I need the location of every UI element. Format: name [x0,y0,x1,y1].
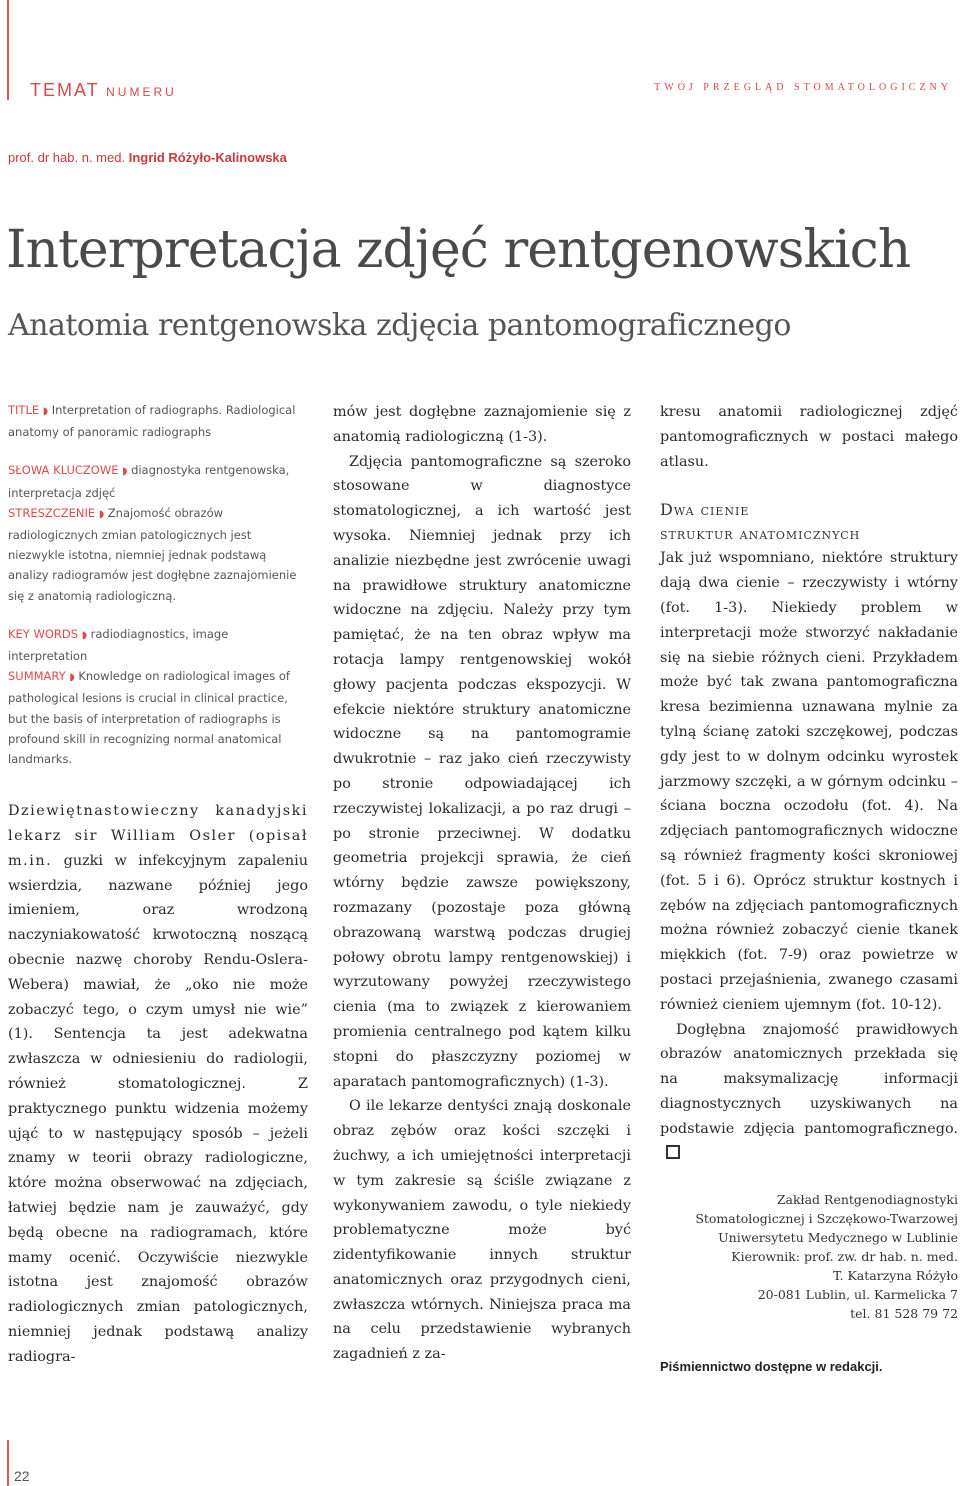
abstract-pl-block [8,460,308,605]
summary-en-label: SUMMARY [8,669,66,684]
keywords-pl-text: diagnostyka rentgenowska, interpretacja zdjęć [8,463,290,500]
summary-pl-text: Znajomość obrazów radiologicznych zmian patologicznych jest niezwykle istotna, niemniej jednak podstawą analizy radiogramów jest dogłębne zaznajomienie się z anatomią radiologiczną. [8,505,297,603]
section-heading [660,498,958,546]
arrow-right-icon: ◗ [69,672,75,684]
affiliation-line: Uniwersytetu Medycznego w Lublinie [718,1230,958,1246]
abstract-en-block [8,624,308,769]
heading-line-2: struktur anatomicznych [660,524,861,544]
article-subtitle: Anatomia rentgenowska zdjęcia pantomograficznego [8,308,791,343]
summary-pl-label: STRESZCZENIE [8,505,96,520]
keywords-en-text: radiodiagnostics, image interpretation [8,626,229,664]
affiliation-line: T. Katarzyna Różyło [833,1268,958,1284]
affiliation-line: Stomatologicznej i Szczękowo-Twarzowej [695,1211,958,1227]
author-line [8,150,287,165]
author-name: Ingrid Różyło-Kalinowska [128,150,287,165]
title-label: TITLE [8,403,40,417]
arrow-right-icon: ◗ [42,406,49,417]
closing-text: Dogłębna znajomość prawidłowych obrazów anatomicznych przekłada się na maksymalizację informacji diagnostycznych uzyskiwanych na podstawie zdjęcia pantomograficznego. [660,1021,958,1137]
summary-en-text: Knowledge on radiological images of pathological lesions is crucial in clinical practice, but the basis of interpretation of radiographs is profound skill in recognizing normal anatomical landmarks. [8,669,290,767]
affiliation-line: 20-081 Lublin, ul. Karmelicka 7 [757,1287,958,1303]
arrow-right-icon: ◗ [98,508,105,520]
affiliation-line: Zakład Rentgenodiagnostyki [776,1192,958,1208]
section-tag-big: TEMAT [30,80,100,100]
magazine-name: TWÓJ PRZEGLĄD STOMATOLOGICZNY [654,82,952,93]
keywords-en-label: KEY WORDS [8,626,79,641]
body-col3-cont [660,546,958,1166]
body-col3 [660,400,958,474]
accent-rule [7,0,9,100]
arrow-right-icon: ◗ [81,629,87,641]
page-number: 22 [14,1468,30,1484]
accent-rule-bottom [7,1440,9,1486]
body-col1 [8,799,308,1369]
author-prefix: prof. dr hab. n. med. [8,150,126,165]
heading-line-1: Dwa cienie [660,500,750,520]
body-paragraph: O ile lekarze dentyści znają doskonale obraz zębów oraz kości szczęki i żuchwy, a ich umiejętności interpretacji w tym zakresie są ściśle związane z wykonywaniem zawodu, o tyle niekiedy problematyczne może być zidentyfikowanie innych struktur anatomicznych oraz przygodnych cieni, zwłaszcza wtórnych. Niniejsza praca ma na celu przedstawienie wybranych zagadnień z za- [333,1098,631,1363]
abstract-title-block [8,400,308,442]
body-paragraph [660,1018,958,1167]
body-paragraph: kresu anatomii radiologicznej zdjęć pantomograficznych w postaci małego atlasu. [660,404,958,470]
references-note: Piśmiennictwo dostępne w redakcji. [660,1359,883,1375]
body-text: guzki w infekcyjnym zapaleniu wsierdzia, nazwane później jego imieniem, oraz wrodzoną naczyniakowatość krwotoczną noszącą obecnie nazwę choroby Rendu-Oslera-Webera) mawiał, że „oko nie może zobaczyć tego, o czym umysł nie wie” (1). Sentencja ta jest adekwatna zwłaszcza w odniesieniu do radiologii, również stomatologicznej. Z praktycznego punktu widzenia możemy ująć to w następujący sposób – jeżeli znamy w teorii obrazy radiologiczne, które można obserwować na zdjęciach, łatwiej będzie nam je zauważyć, gdy będą obecne na radiogramach, które mamy ocenić. Oczywiście niezwykle istotna jest znajomość obrazów radiologicznych zmian patologicznych, niemniej jednak podstawą analizy radiogra- [8,852,309,1365]
affiliation [660,1190,958,1323]
affiliation-line: tel. 81 528 79 72 [850,1306,958,1322]
section-tag [30,80,177,101]
column-3 [660,400,958,1374]
keywords-pl-label: SŁOWA KLUCZOWE [8,463,119,478]
arrow-right-icon: ◗ [122,466,128,478]
end-square-icon [666,1145,680,1159]
body-paragraph: mów jest dogłębne zaznajomienie się z anatomią radiologiczną (1-3). [333,404,631,445]
lead-in: Dziewiętnastowieczny kanadyjski lekarz sir William Osler (opisał m.in. [8,803,308,869]
body-paragraph [8,799,308,1369]
column-2 [333,400,631,1367]
affiliation-line: Kierownik: prof. zw. dr hab. n. med. [731,1249,958,1265]
body-paragraph: Jak już wspomniano, niektóre struktury dają dwa cienie – rzeczywisty i wtórny (fot. 1-3). Niekiedy problem w interpretacji może stworzyć nakładanie się na siebie różnych cieni. Przykładem może być tak zwana pantomograficzna kresa bezimienna uznawana mylnie za tylną ścianę zatoki szczękowej, podczas gdy jest to w dolnym odcinku wyrostek jarzmowy szczęki, a w górnym odcinku – ściana boczna oczodołu (fot. 4). Na zdjęciach pantomograficznych widoczne są również fragmenty kości skroniowej (fot. 5 i 6). Oprócz struktur kostnych i zębów na zdjęciach pantomograficznych można również zobaczyć cienie tkanek miękkich (fot. 7-9) oraz powietrze w postaci przejaśnienia, zwanego czasami również cieniem ujemnym (fot. 10-12). [660,550,958,1013]
title-text: Interpretation of radiographs. Radiological anatomy of panoramic radiographs [8,403,296,440]
body-paragraph: Zdjęcia pantomograficzne są szeroko stosowane w diagnostyce stomatologicznej, a ich wartość jest wysoka. Niemniej jednak przy ich analizie niezbędne jest zwrócenie uwagi na prawidłowe struktury anatomiczne widoczne na zdjęciu. Należy przy tym pamiętać, że na ten obraz wpływ ma rotacja lampy rentgenowskiej wokół głowy pacjenta podczas ekspozycji. W efekcie niektóre struktury anatomiczne widoczne są na pantomogramie dwukrotnie – raz jako cień rzeczywisty po stronie odpowiadającej ich rzeczywistej lokalizacji, a po raz drugi – po stronie przeciwnej. W dodatku geometria projekcji sprawia, że cień wtórny będzie zawsze powiększony, rozmazany (pozostaje poza główną obrazowaną warstwą podczas drugiej połowy obrotu lampy rentgenowskiej) i wyrzutowany powyżej rzeczywistego cienia (ma to związek z kierowaniem promienia centralnego pod kątem kilku stopni do płaszczyzny poziomej w aparatach pantomograficznych) (1-3). [333,453,631,1090]
column-1 [8,400,308,1370]
abstract [8,400,308,769]
section-tag-small: NUMERU [106,85,177,99]
article-title: Interpretacja zdjęć rentgenowskich [6,220,911,280]
